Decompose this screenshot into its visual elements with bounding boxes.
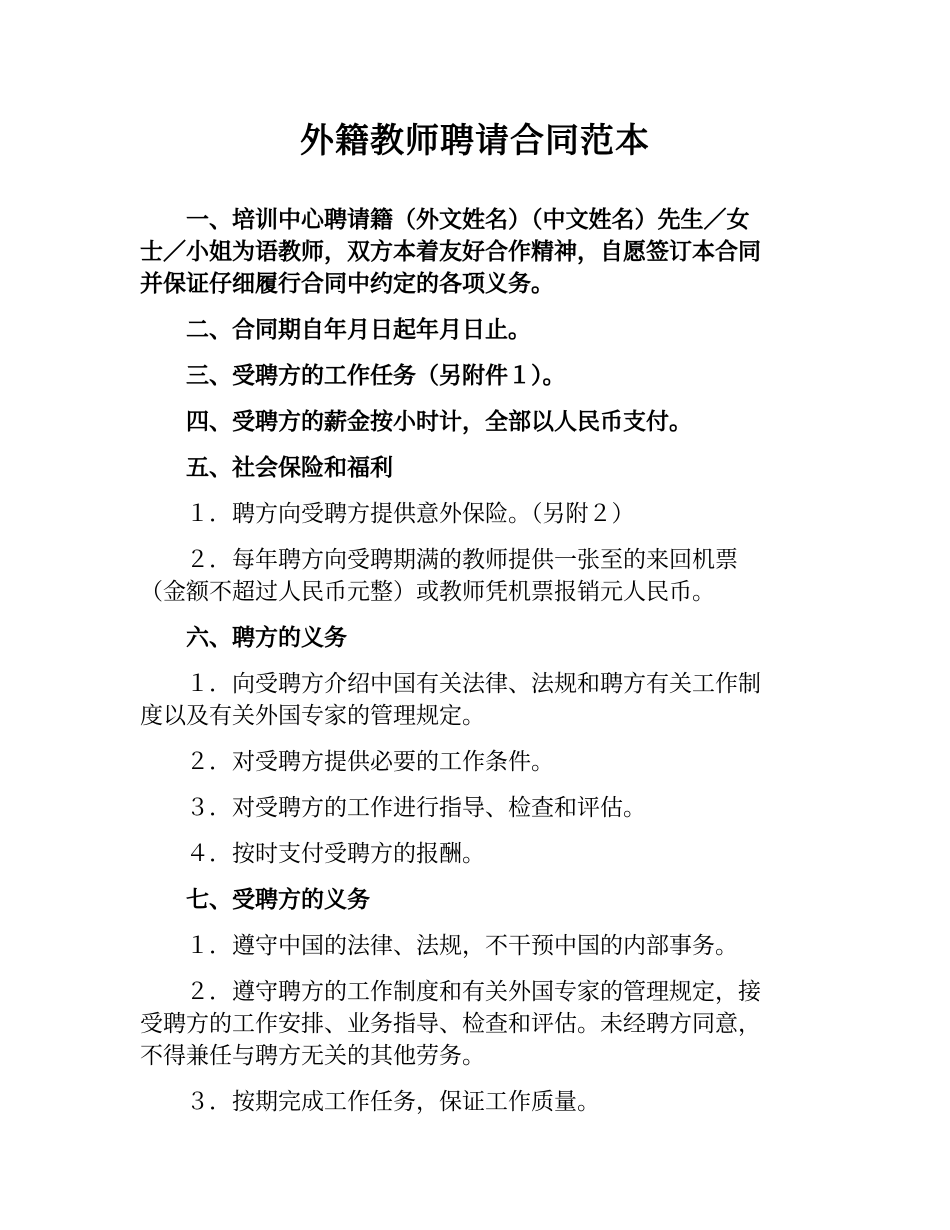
clause-7-heading: 七、受聘方的义务 — [186, 887, 370, 913]
clause-5-item-1: １．聘方向受聘方提供意外保险。（另附２） — [186, 501, 635, 527]
clause-2: 二、合同期自年月日起年月日止。 — [186, 317, 531, 343]
clause-6-item-2: ２．对受聘方提供必要的工作条件。 — [186, 749, 554, 775]
clause-6-item-4: ４．按时支付受聘方的报酬。 — [186, 841, 485, 867]
clause-7-item-2: ２．遵守聘方的工作制度和有关外国专家的管理规定，接 受聘方的工作安排、业务指导、检查和评估。未经聘方同意， 不得兼任与聘方无关的其他劳务。 — [140, 979, 761, 1069]
clause-6-item-1: １．向受聘方介绍中国有关法律、法规和聘方有关工作制 度以及有关外国专家的管理规定。 — [140, 671, 761, 729]
clause-6-heading: 六、聘方的义务 — [186, 625, 347, 651]
document-body — [140, 204, 812, 1118]
clause-7-item-1: １．遵守中国的法律、法规，不干预中国的内部事务。 — [186, 933, 738, 959]
clause-3: 三、受聘方的工作任务（另附件１）。 — [186, 363, 566, 389]
document-title: 外籍教师聘请合同范本 — [300, 121, 650, 161]
clause-4: 四、受聘方的薪金按小时计，全部以人民币支付。 — [186, 409, 692, 435]
clause-5-item-2: ２．每年聘方向受聘期满的教师提供一张至的来回机票 （金额不超过人民币元整）或教师凭机票报销元人民币。 — [140, 547, 738, 605]
clause-1: 一、培训中心聘请籍（外文姓名）（中文姓名）先生／女 士／小姐为语教师，双方本着友好合作精神，自愿签订本合同 并保证仔细履行合同中约定的各项义务。 — [140, 207, 761, 297]
clause-5-heading: 五、社会保险和福利 — [186, 455, 393, 481]
clause-6-item-3: ３．对受聘方的工作进行指导、检查和评估。 — [186, 795, 646, 821]
clause-7-item-3: ３．按期完成工作任务，保证工作质量。 — [186, 1089, 600, 1115]
